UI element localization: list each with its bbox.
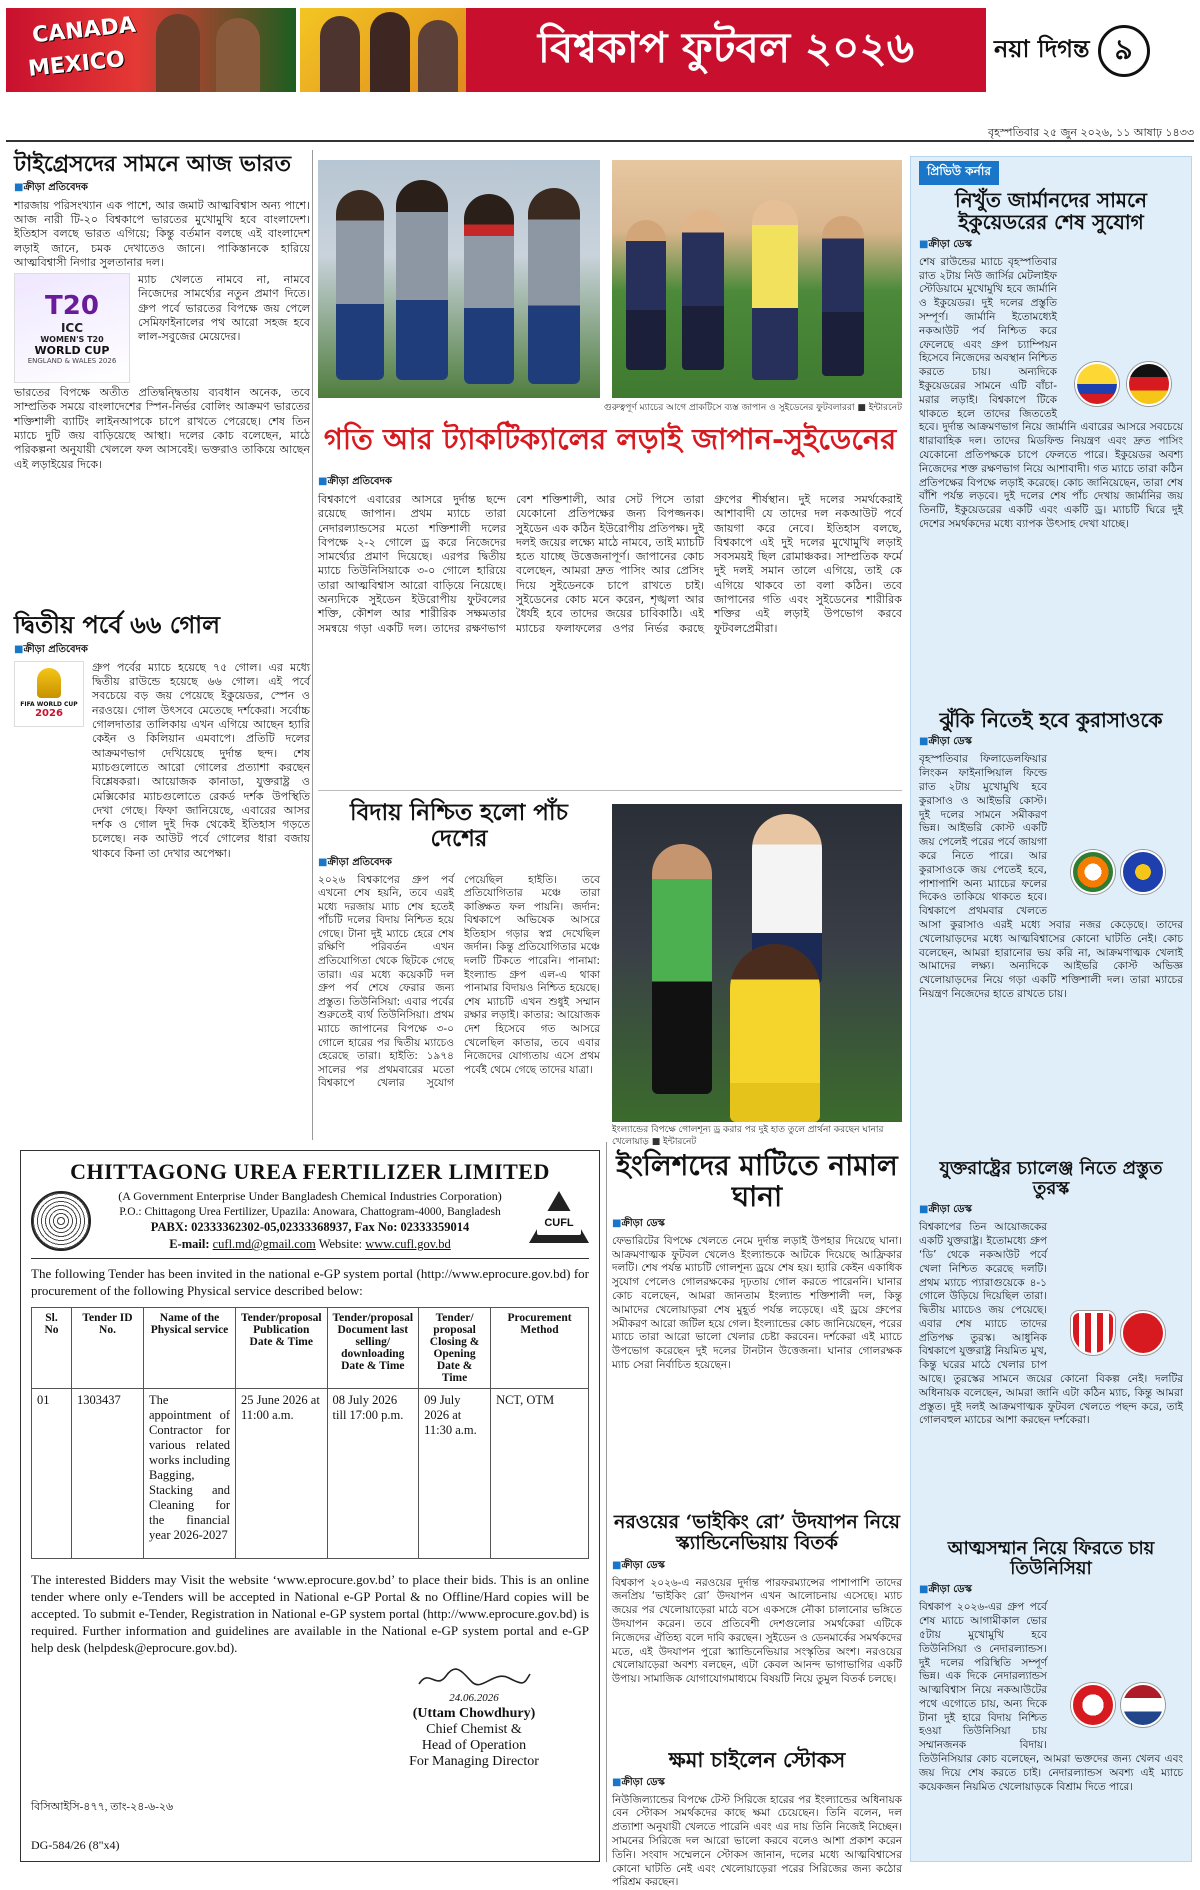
ad-address: P.O.: Chittagong Urea Fertilizer, Upazila: Anowara, Chattogram-4000, Bangladesh bbox=[119, 1206, 501, 1218]
signer-title: For Managing Director bbox=[409, 1754, 539, 1769]
banner-player-silhouette bbox=[320, 16, 360, 92]
masthead-rule bbox=[6, 140, 1194, 142]
table-cell: NCT, OTM bbox=[491, 1389, 589, 1559]
signature-image bbox=[359, 1666, 589, 1692]
article-title: ইংলিশদের মাটিতে নামাল ঘানা bbox=[616, 1149, 898, 1214]
ad-intro: The following Tender has been invited in the national e-GP system portal (http://www.eprocure.gov.bd) for procurement of the following Physical service described below: bbox=[31, 1266, 589, 1298]
player-figure bbox=[626, 220, 666, 370]
signer-title: Head of Operation bbox=[421, 1738, 527, 1753]
ad-rule bbox=[31, 1258, 589, 1259]
banner-player-silhouette bbox=[418, 20, 458, 92]
article-india-women bbox=[14, 152, 310, 600]
ad-website-link[interactable]: www.cufl.gov.bd bbox=[365, 1237, 451, 1251]
banner-player-silhouette bbox=[370, 12, 410, 92]
article-title: টাইগ্রেসদের সামনে আজ ভারত bbox=[14, 151, 291, 177]
netherlands-flag-icon bbox=[1121, 1683, 1165, 1727]
banner-player-silhouette bbox=[156, 14, 200, 92]
table-header: Sl. No bbox=[32, 1308, 72, 1389]
section-title: বিশ্বকাপ ফুটবল ২০২৬ bbox=[537, 22, 915, 72]
table-cell: The appointment of Contractor for various related works including Bagging, Stacking and Cleaning for the financial year 2026-2027 bbox=[144, 1389, 236, 1559]
signer-title: Chief Chemist & bbox=[426, 1722, 522, 1737]
article-byline: ■ ক্রীড়া প্রতিবেদক bbox=[318, 474, 902, 491]
usa-emblem-icon bbox=[1071, 1311, 1115, 1355]
masthead-players-photo bbox=[300, 8, 466, 92]
ad-email-link[interactable]: cufl.md@gmail.com bbox=[212, 1237, 316, 1251]
article-byline: ■ ক্রীড়া ডেস্ক bbox=[919, 237, 1183, 254]
table-header: Tender ID No. bbox=[72, 1308, 144, 1389]
table-cell: 25 June 2026 at 11:00 a.m. bbox=[236, 1389, 328, 1559]
table-header: Name of the Physical service bbox=[144, 1308, 236, 1389]
logo-line: T20 bbox=[45, 291, 99, 322]
article-byline: ■ ক্রীড়া ডেস্ক bbox=[612, 1558, 902, 1575]
article-five-exits bbox=[318, 800, 600, 1140]
ghana-england-photo bbox=[612, 804, 902, 1122]
article-title: ক্ষমা চাইলেন স্টোকস bbox=[668, 1747, 846, 1772]
column-divider bbox=[312, 150, 313, 1140]
website-label: Website: bbox=[318, 1237, 363, 1251]
logo-text: CUFL bbox=[544, 1216, 574, 1229]
article-body: ফেভারিটের বিপক্ষে খেলতে নেমে দুর্দান্ত লড়াই উপহার দিয়েছে ঘানা। আক্রমণাত্মক ফুটবল খেলেও ইংল্যান্ডকে আটকে দিয়েছে আফ্রিকার দলটি। শেষ পর্যন্ত ম্যাচটি গোলশূন্য ড্রয়ে শেষ হয়। হ্যারি কেইন একাধিক সুযোগ পেলেও গোলরক্ষকের দৃঢ়তায় গোল করতে পারেননি। ঘানার কোচ বলেছেন, আমরা জানতাম ইংল্যান্ড শক্তিশালী দল, কিন্তু আমাদের খেলোয়াড়রা শেষ মুহূর্ত পর্যন্ত লড়েছে। এই ড্রয়ে গ্রুপের সমীকরণ আরো জটিল হয়ে গেল। ইংল্যান্ডের কোচ জানিয়েছেন, পরের ম্যাচে তারা আরো ভালো খেলার চেষ্টা করবেন। দর্শকেরা এই ম্যাচে উপভোগ করেছেন দুই দলের টানটান উত্তেজনা। ঘানার গোলরক্ষক ম্যাচ সেরা নির্বাচিত হয়েছেন। bbox=[612, 1234, 902, 1371]
ivory-coast-emblem-icon bbox=[1071, 850, 1115, 894]
article-body: নিউজিল্যান্ডের বিপক্ষে টেস্ট সিরিজে হারের পর ইংল্যান্ডের অধিনায়ক বেন স্টোকস সমর্থকদের কাছে ক্ষমা চেয়েছেন। তিনি বলেন, দল প্রত্যাশা অনুযায়ী খেলতে পারেনি এবং এর দায় তিনি নিজেই নিচ্ছেন। সামনের সিরিজে দল আরো ভালো করবে বলেও আশা প্রকাশ করেন তিনি। সংবাদ সম্মেলনে স্টোকস জানান, দলের মধ্যে আত্মবিশ্বাসের কোনো ঘাটতি নেই এবং খেলোয়াড়েরা পরের সিরিজের জন্য কঠোর পরিশ্রম করছেন। bbox=[612, 1793, 902, 1889]
article-title: দ্বিতীয় পর্বে ৬৬ গোল bbox=[14, 610, 221, 639]
preview-corner-header: প্রিভিউ কর্নার bbox=[919, 161, 999, 185]
article-body: গ্রুপ পর্বের ম্যাচে হয়েছে ৭৫ গোল। এর মধ্যে দ্বিতীয় রাউন্ডে হয়েছে ৬৬ গোল। এই পর্বে সবচেয়ে বড় জয় পেয়েছে ইকুয়েডর, স্পেন ও নরওয়ে। গোল উৎসবে মেতেছে দর্শকেরা। সর্বোচ্চ গোলদাতার তালিকায় এখন এগিয়ে আছেন হ্যারি কেইন ও কিলিয়ান এমবাপে। প্রতিটি দলের আক্রমণভাগ দেখিয়েছে দুর্দান্ত ছন্দ। শেষ ম্যাচগুলোতে আরো গোলের প্রত্যাশা করছেন বিশ্লেষকরা। আয়োজক কানাডা, যুক্তরাষ্ট্র ও মেক্সিকোর ম্যাচগুলোতে রেকর্ড দর্শক উপস্থিতি দেখা গেছে। ফিফা জানিয়েছে, এবারের আসর দর্শক ও গোল দুই দিক থেকেই ইতিহাস গড়তে চলেছে। নক আউট পর্বে গোলের ধারা বজায় থাকবে কিনা তা দেখার অপেক্ষা। bbox=[92, 660, 310, 860]
section-divider bbox=[318, 790, 902, 791]
article-body: বিশ্বকাপের তিন আয়োজকের একটি যুক্তরাষ্ট্র। ইতোমধ্যে গ্রুপ ‘ডি’ থেকে নকআউট পর্বে খেলা নিশ্চিত করেছে দলটি। প্রথম ম্যাচে প্যারাগুয়েকে ৪-১ গোলে উড়িয়ে দিয়েছিল তারা। দ্বিতীয় ম্যাচেও জয় পেয়েছে। এবার শেষ ম্যাচে তাদের প্রতিপক্ষ তুরস্ক। আধুনিক বিশ্বকাপে যুক্তরাষ্ট্র নিয়মিত মুখ, কিন্তু ঘরের মাঠে খেলার চাপ আছে। তুরস্কের সামনে জয়ের কোনো বিকল্প নেই। দলটির অধিনায়ক বলেছেন, আমরা জানি এটা কঠিন ম্যাচ, কিন্তু আমরা প্রস্তুত। দুই দলই আক্রমণাত্মক ফুটবল খেলতে পছন্দ করে, তাই গোলবহুল ম্যাচের আশা করছেন দর্শকেরা। bbox=[919, 1221, 1183, 1427]
logo-line: FIFA WORLD CUP bbox=[20, 701, 78, 709]
article-ghana bbox=[612, 1150, 902, 1510]
table-header: Tender/proposal Document last selling/ downloading Date & Time bbox=[327, 1308, 419, 1389]
article-title: নরওয়ের ‘ভাইকিং রো’ উদযাপন নিয়ে স্ক্যান্ডিনেভিয়ায় বিতর্ক bbox=[614, 1511, 900, 1555]
trophy-icon bbox=[37, 668, 61, 698]
article-body: ম্যাচ খেলতে নামবে না, নামবে নিজেদের সামর্থ্যের নতুন প্রমাণ দিতে। গ্রুপ পর্বে ভারতের বিপক্ষে জয় পেলে সেমিফাইনালের পথ আরো সহজ হবে লাল-সবুজের মেয়েদের। bbox=[138, 273, 310, 344]
article-byline: ■ ক্রীড়া ডেস্ক bbox=[919, 734, 1183, 751]
article-title: যুক্তরাষ্ট্রের চ্যালেঞ্জ নিতে প্রস্তুত তুরস্ক bbox=[939, 1158, 1163, 1200]
signature-date: 24.06.2026 bbox=[449, 1692, 499, 1704]
paper-name: নয়া দিগন্ত bbox=[994, 34, 1090, 63]
table-row bbox=[32, 1389, 589, 1559]
article-body: ২০২৬ বিশ্বকাপের গ্রুপ পর্ব এখনো শেষ হয়নি, তবে এরই মধ্যে দরজায় ম্যাচ শেষ হতেই পাঁচটি দলের বিদায় নিশ্চিত হয়ে গেছে। টানা দুই ম্যাচে হেরে শেষ রক্ষিণি পরিবর্তন এখন প্রতিযোগিতা থেকে ছিটকে গেছে তারা। এর মধ্যে কয়েকটি দল গ্রুপ পর্ব শেষে ফেরার জন্য প্রস্তুত। তিউনিসিয়া: এবার পর্বের শুরুতেই ব্যর্থ তিউনিসিয়া। প্রথম ম্যাচে জাপানের বিপক্ষে ৩-০ গোলে হারের পর দ্বিতীয় ম্যাচেও হেরেছে তারা। হাইতি: ১৯৭৪ সালের পর প্রথমবারের মতো বিশ্বকাপে খেলার সুযোগ পেয়েছিল হাইতি। তবে প্রতিযোগিতার মঞ্চে তারা কাঙ্ক্ষিত ফল পায়নি। জর্দান: বিশ্বকাপে অভিষেক আসরে ইতিহাস গড়ার স্বপ্ন দেখেছিল জর্দান। কিন্তু প্রতিযোগিতার মঞ্চে দলটি টিকতে পারেনি। পানামা: ইংল্যান্ড গ্রুপ এল-এ থাকা পানামার বিদায়ও নিশ্চিত হয়েছে। শেষ ম্যাচটি এখন শুধুই সম্মান রক্ষার লড়াই। কাতার: আয়োজক দেশ হিসেবে গত আসরে খেলেছিল কাতার, তবে এবার নিজেদের যোগ্যতায় এসে প্রথম পর্বেই থেমে গেছে তাদের যাত্রা। bbox=[318, 873, 600, 1090]
signer-name: (Uttam Chowdhury) bbox=[412, 1706, 536, 1721]
section-title-bar bbox=[466, 8, 986, 92]
preview-usa-turkey bbox=[911, 1155, 1191, 1535]
article-body: শেষ রাউন্ডের ম্যাচে বৃহস্পতিবার রাত ২টায় নিউ জার্সির মেটলাইফ স্টেডিয়ামে মুখোমুখি হবে জার্মানি ও ইকুয়েডর। দুই দলের প্রস্তুতি সম্পূর্ণ। জার্মানি ইতোমধ্যেই নকআউট পর্ব নিশ্চিত করে ফেলেছে এবং গ্রুপ চ্যাম্পিয়ন হিসেবে নিজেদের অবস্থান নিশ্চিত করতে চায়। অন্যদিকে ইকুয়েডরের সামনে এটি বাঁচা-মরার লড়াই। বিশ্বকাপে টিকে থাকতে হলে তাদের জিততেই হবে। দুর্দান্ত আক্রমণভাগ নিয়ে জার্মানি এবারের আসরে সবচেয়ে ধারাবাহিক দল। তাদের মিডফিল্ড নিয়ন্ত্রণ এবং দ্রুত পাসিং যেকোনো প্রতিপক্ষকে চাপে ফেলতে পারে। ইকুয়েডর অবশ্য নিজেদের শক্ত রক্ষণভাগ নিয়ে আশাবাদী। গত ম্যাচে তারা কঠিন প্রতিপক্ষের বিপক্ষে লড়াই করেছে। কোচ জানিয়েছেন, তারা শেষ বাঁশি পর্যন্ত লড়বে। দুই দলের শেষ পাঁচ দেখায় জার্মানির জয় তিনটি, ইকুয়েডরের একটি এবং একটি ড্র। ম্যাচটি ঘিরে দুই দেশের সমর্থকদের মধ্যে ব্যাপক উৎসাহ দেখা যাচ্ছে। bbox=[919, 255, 1183, 530]
ecuador-flag-icon bbox=[1075, 362, 1119, 406]
curacao-emblem-icon bbox=[1121, 850, 1165, 894]
article-body: বৃহস্পতিবার ফিলাডেলফিয়ার লিংকন ফাইনান্সিয়াল ফিল্ডে রাত ২টায় মুখোমুখি হবে কুরাসাও ও আইভরি কোস্ট। দুই দলের সামনে সমীকরণ ভিন্ন। আইভরি কোস্ট একটি জয় পেলেই পরের পর্বে জায়গা করে নিতে পারে। আর কুরাসাওকে জয় পেতেই হবে, পাশাপাশি অন্য ম্যাচের ফলের দিকেও তাকিয়ে থাকতে হবে। বিশ্বকাপে প্রথমবার খেলতে আসা কুরাসাও এরই মধ্যে সবার নজর কেড়েছে। তাদের খেলোয়াড়দের মধ্যে আত্মবিশ্বাসের কোনো ঘাটতি নেই। কোচ বলেছেন, আমরা হারানোর ভয় করি না, আক্রমণাত্মক খেলাই আমাদের লক্ষ্য। অন্যদিকে আইভরি কোস্ট অভিজ্ঞ খেলোয়াড়দের নিয়ে গড়া একটি শক্তিশালী দল। তারা ম্যাচের নিয়ন্ত্রণ নিজেদের হাতে রাখতে চায়। bbox=[919, 753, 1183, 1000]
masthead bbox=[6, 8, 1194, 92]
article-title: নিখুঁত জার্মানদের সামনে ইকুয়েডরের শেষ সুযোগ bbox=[955, 188, 1147, 235]
ad-pabx: PABX: 02333362302-05,02333368937, Fax No: 02333359014 bbox=[150, 1220, 470, 1234]
fifa-worldcup-logo bbox=[14, 661, 84, 727]
article-byline: ■ ক্রীড়া ডেস্ক bbox=[919, 1202, 1183, 1219]
player-figure bbox=[822, 216, 864, 376]
player-figure bbox=[336, 190, 384, 380]
germany-flag-icon bbox=[1127, 362, 1171, 406]
article-title: ঝুঁকি নিতেই হবে কুরাসাওকে bbox=[939, 708, 1163, 732]
ad-ref-bcic: বিসিআইসি-৪৭৭, তাং-২৪-৬-২৬ bbox=[31, 1801, 174, 1813]
signature-icon bbox=[414, 1666, 534, 1692]
logo-line: ENGLAND & WALES 2026 bbox=[27, 357, 117, 366]
column-divider bbox=[606, 1142, 607, 1862]
article-body: বিশ্বকাপ ২০২৬-এর গ্রুপ পর্বে শেষ ম্যাচে আগামীকাল ভোর ৫টায় মুখোমুখি হবে তিউনিসিয়া ও নেদারল্যান্ডস। দুই দলের পরিস্থিতি সম্পূর্ণ ভিন্ন। এক দিকে নেদারল্যান্ডস আত্মবিশ্বাস নিয়ে নকআউটের পথে এগোতে চায়, অন্য দিকে টানা দুই হারে বিদায় নিশ্চিত হওয়া তিউনিসিয়া চায় সম্মানজনক বিদায়। তিউনিসিয়ার কোচ বলেছেন, আমরা ভক্তদের জন্য খেলব এবং জয় দিয়ে শেষ করতে চাই। নেদারল্যান্ডস অবশ্য এই ম্যাচে কয়েকজন নিয়মিত খেলোয়াড়কে বিশ্রাম দিতে পারে। bbox=[919, 1601, 1183, 1793]
article-body: বিশ্বকাপে এবারের আসরে দুর্দান্ত ছন্দে রয়েছে জাপান। প্রথম ম্যাচে তারা নেদারল্যান্ডসের মতো শক্তিশালী দলের বিপক্ষে ২-২ গোলে ড্র করে নিজেদের সামর্থ্যের প্রমাণ দিয়েছে। এরপর দ্বিতীয় ম্যাচে তিউনিসিয়াকে ৩-০ গোলে হারিয়ে তারা আত্মবিশ্বাস আরো বাড়িয়ে নিয়েছে। অন্যদিকে সুইডেন ইউরোপীয় ফুটবলের শক্তি, কৌশল আর শারীরিক সক্ষমতার সমন্বয়ে গড়া একটি দল। তাদের রক্ষণভাগ বেশ শক্তিশালী, আর সেট পিসে তারা যেকোনো প্রতিপক্ষের জন্য বিপজ্জনক। সুইডেন এক কঠিন ইউরোপীয় প্রতিপক্ষ। দুই দলই জয়ের লক্ষ্যে মাঠে নামবে, তাই ম্যাচটি হতে যাচ্ছে উত্তেজনাপূর্ণ। জাপানের কোচ বলেছেন, আমরা দ্রুত পাসিং আর প্রেসিং দিয়ে সুইডেনকে চাপে রাখতে চাই। সুইডেনের কোচ মনে করেন, শৃঙ্খলা আর ধৈর্যই হবে তাদের জয়ের চাবিকাঠি। এই ম্যাচের ফলাফলের ওপর নির্ভর করছে গ্রুপের শীর্ষস্থান। দুই দলের সমর্থকেরাই আশাবাদী যে তাদের দল নকআউট পর্বে জায়গা করে নেবে। ইতিহাস বলছে, বিশ্বকাপে এই দুই দলের মুখোমুখি লড়াই সবসময়ই ছিল রোমাঞ্চকর। সাম্প্রতিক ফর্মে দুই দলই সমান তালে এগিয়ে, তাই কে এগিয়ে থাকবে তা বলা কঠিন। তবে জাপানের গতি এবং সুইডেনের শারীরিক শক্তির এই লড়াই উপভোগ করবে ফুটবলপ্রেমীরা। bbox=[318, 493, 902, 635]
ad-footer-text: The interested Bidders may Visit the website ‘www.eprocure.gov.bd’ to place their bids. This is an online tender where only e-Tenders will be accepted in National e-GP Portal & no Offline/Hard copies will be accepted. To submit e-Tender, Registration in National e-GP system portal (http://www.eprocure.gov.bd) is required. Further information and guidelines are available in the National e-GP system portal and e-GP help desk (helpdesk@eprocure.gov.bd). bbox=[31, 1572, 589, 1655]
player-figure bbox=[682, 210, 724, 370]
table-cell: 1303437 bbox=[72, 1389, 144, 1559]
tunisia-flag-icon bbox=[1071, 1683, 1115, 1727]
article-body: ভারতের বিপক্ষে অতীত প্রতিদ্বন্দ্বিতায় ব্যবধান অনেক, তবে সাম্প্রতিক সময়ে বাংলাদেশের স্পিন-নির্ভর বোলিং আক্রমণ ভারতের শক্তিশালী ব্যাটিং লাইনআপকে চাপে রাখতে পেরেছে। শেষ তিন ম্যাচে দুটি জয় বাড়িয়েছে আস্থা। দলের কোচ বলেছেন, মাঠে পরিকল্পনা অনুযায়ী খেললে ফল আসবেই। ভক্তরাও তাকিয়ে আছেন এই লড়াইয়ের দিকে। bbox=[14, 386, 310, 471]
article-byline: ■ ক্রীড়া প্রতিবেদক bbox=[14, 180, 310, 197]
table-header: Procurement Method bbox=[491, 1308, 589, 1389]
dateline: বৃহস্পতিবার ২৫ জুন ২০২৬, ১১ আষাঢ় ১৪৩৩ bbox=[988, 126, 1194, 139]
preview-tunisia bbox=[911, 1535, 1191, 1865]
banner-mexico: MEXICO bbox=[26, 47, 126, 82]
article-title: বিদায় নিশ্চিত হলো পাঁচ দেশের bbox=[350, 799, 568, 852]
company-emblem-icon bbox=[31, 1191, 91, 1251]
table-header: Tender/proposal Publication Date & Time bbox=[236, 1308, 328, 1389]
referee-figure bbox=[652, 844, 712, 1094]
table-header: Tender/ proposal Closing & Opening Date & Time bbox=[419, 1308, 491, 1389]
article-66-goals bbox=[14, 612, 310, 1142]
article-byline: ■ ক্রীড়া প্রতিবেদক bbox=[318, 855, 600, 872]
page-number: ৯ bbox=[1098, 25, 1150, 77]
email-label: E-mail: bbox=[169, 1237, 210, 1251]
banner-canada: CANADA bbox=[30, 12, 137, 49]
player-figure bbox=[752, 200, 798, 380]
player-figure bbox=[528, 188, 580, 384]
article-byline: ■ ক্রীড়া প্রতিবেদক bbox=[14, 642, 310, 659]
photo-caption: গুরুত্বপূর্ণ ম্যাচের আগে প্রাকটিসে ব্যস্ত জাপান ও সুইডেনের ফুটবলাররা ■ ইন্টারনেট bbox=[603, 403, 902, 413]
logo-line: 2026 bbox=[35, 708, 63, 720]
preview-curacao bbox=[911, 705, 1191, 1155]
table-header-row bbox=[32, 1308, 589, 1389]
article-viking-row bbox=[612, 1512, 902, 1744]
article-byline: ■ ক্রীড়া ডেস্ক bbox=[612, 1216, 902, 1233]
turkey-flag-icon bbox=[1121, 1311, 1165, 1355]
photo-caption: ইংল্যান্ডের বিপক্ষে গোলশূন্য ড্র করার পর দুই হাত তুলে প্রার্থনা করছেন ঘানার খেলোয়াড় ■ ইন্টারনেট bbox=[612, 1125, 884, 1147]
logo-line: WORLD CUP bbox=[34, 344, 110, 358]
article-stokes bbox=[612, 1747, 902, 1889]
preview-germany-ecuador bbox=[911, 185, 1191, 705]
ad-subtitle: (A Government Enterprise Under Bangladesh Chemical Industries Corporation) bbox=[118, 1189, 502, 1203]
japan-training-photo bbox=[318, 160, 600, 398]
player-figure bbox=[730, 944, 820, 1122]
table-cell: 08 July 2026 till 17:00 p.m. bbox=[327, 1389, 419, 1559]
ad-ref-dg: DG-584/26 (8"x4) bbox=[31, 1838, 120, 1852]
sweden-training-photo bbox=[612, 160, 902, 398]
masthead-left-banner bbox=[6, 8, 296, 92]
logo-line: ICC bbox=[60, 321, 84, 336]
ad-company-name: CHITTAGONG UREA FERTILIZER LIMITED bbox=[70, 1159, 550, 1184]
article-japan-sweden bbox=[318, 474, 902, 774]
t20-worldcup-logo bbox=[14, 273, 130, 383]
article-title: আত্মসম্মান নিয়ে ফিরতে চায় তিউনিসিয়া bbox=[947, 1538, 1155, 1580]
cufl-logo bbox=[529, 1191, 589, 1251]
table-cell: 01 bbox=[32, 1389, 72, 1559]
article-byline: ■ ক্রীড়া ডেস্ক bbox=[919, 1582, 1183, 1599]
article-body: বিশ্বকাপ ২০২৬-এ নরওয়ের দুর্দান্ত পারফরম্যান্সের পাশাপাশি তাদের জনপ্রিয় ‘ভাইকিং রো’ উদযাপন এখন আলোচনায় এসেছে। ম্যাচ জয়ের পর খেলোয়াড়েরা মাঠে বসে একসঙ্গে নৌকা চালানোর ভঙ্গিতে উদযাপন করেন। তবে প্রতিবেশী দেশগুলোর সমর্থকেরা এটিকে নিজেদের ঐতিহ্য বলে দাবি করছেন। সুইডেন ও ডেনমার্কের সমর্থকদের মতে, এই উদযাপন পুরো স্ক্যান্ডিনেভিয়ার সংস্কৃতির অংশ। নরওয়ের খেলোয়াড়েরা অবশ্য বলছেন, এটা কেবল আনন্দ ভাগাভাগির একটি উপায়। সামাজিক যোগাযোগমাধ্যমে বিষয়টি নিয়ে তুমুল বিতর্ক চলছে। bbox=[612, 1576, 902, 1686]
article-byline: ■ ক্রীড়া ডেস্ক bbox=[612, 1775, 902, 1792]
article-body: শারজায় পরিসংখ্যান এক পাশে, আর জমাট আত্মবিশ্বাস অন্য পাশে। আজ নারী টি-২০ বিশ্বকাপে ভারতের মুখোমুখি হবে বাংলাদেশ। ইতিহাস বলছে ভারত এগিয়ে; কিন্তু বর্তমান বলছে এই বাংলাদেশ লড়াই জানে, চমক দেখাতেও জানে। পাকিস্তানকে হারিয়ে আত্মবিশ্বাসী নিগার সুলতানার দল। bbox=[14, 198, 310, 269]
tender-advertisement bbox=[20, 1150, 600, 1862]
main-headline: গতি আর ট্যাকটিক্যালের লড়াই জাপান-সুইডেনের bbox=[323, 422, 897, 456]
table-cell: 09 July 2026 at 11:30 a.m. bbox=[419, 1389, 491, 1559]
preview-corner bbox=[910, 156, 1192, 1862]
paper-logo-box bbox=[988, 16, 1194, 86]
tender-table bbox=[31, 1307, 589, 1559]
player-figure bbox=[464, 194, 514, 384]
player-figure bbox=[396, 180, 448, 380]
banner-player-silhouette bbox=[216, 18, 260, 92]
logo-line: WOMEN'S T20 bbox=[40, 335, 104, 345]
